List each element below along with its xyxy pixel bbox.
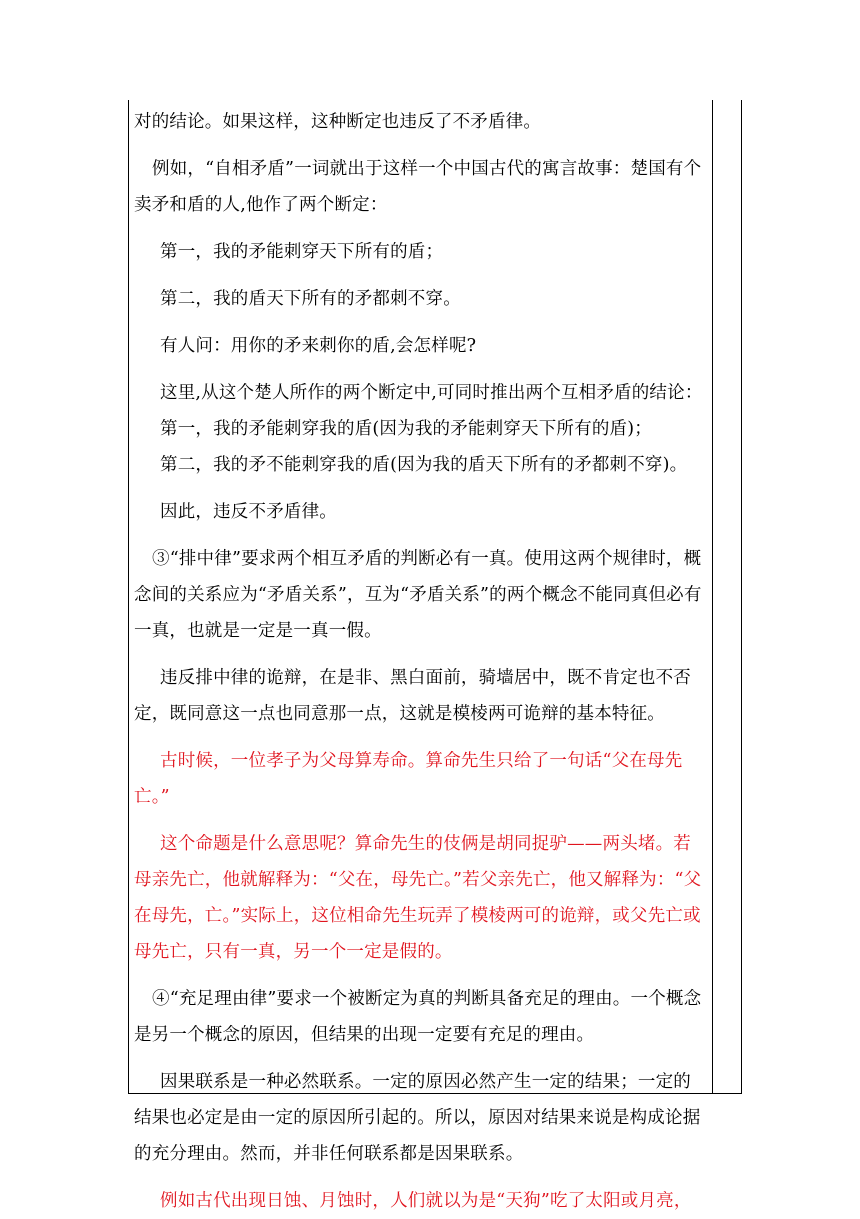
paragraph: 因果联系是一种必然联系。一定的原因必然产生一定的结果；一定的结果也必定是由一定的原因所引起的。所以，原因对结果来说是构成论据的充分理由。然而，并非任何联系都是因果联系。 xyxy=(134,1072,701,1164)
paragraph: 对的结论。如果这样，这种断定也违反了不矛盾律。 xyxy=(134,112,542,132)
paragraph: 因此，违反不矛盾律。 xyxy=(160,502,337,522)
document-text-cell xyxy=(134,104,708,1219)
paragraph: 第二，我的盾天下所有的矛都刺不穿。 xyxy=(160,289,461,309)
paragraph: 第一，我的矛能刺穿我的盾(因为我的矛能刺穿天下所有的盾)； xyxy=(160,419,652,439)
paragraph: ④“充足理由律”要求一个被断定为真的判断具备充足的理由。一个概念是另一个概念的原因，但结果的出现一定要有充足的理由。 xyxy=(134,989,702,1045)
paragraph: 例如，“自相矛盾”一词就出于这样一个中国古代的寓言故事：楚国有个卖矛和盾的人,他作了两个断定： xyxy=(134,159,702,215)
paragraph: 违反排中律的诡辩，在是非、黑白面前，骑墙居中，既不肯定也不否定，既同意这一点也同意那一点，这就是模棱两可诡辩的基本特征。 xyxy=(134,668,691,724)
paragraph: 第一，我的矛能刺穿天下所有的盾； xyxy=(160,242,444,262)
paragraph: 第二，我的矛不能刺穿我的盾(因为我的盾天下所有的矛都刺不穿)。 xyxy=(160,455,688,475)
paragraph: 有人问：用你的矛来刺你的盾,会怎样呢? xyxy=(160,336,477,356)
table-right-border xyxy=(741,100,742,1094)
paragraph: 这里,从这个楚人所作的两个断定中,可同时推出两个互相矛盾的结论： xyxy=(160,383,703,403)
paragraph-highlighted: 例如古代出现日蚀、月蚀时，人们就以为是“天狗”吃了太阳或月亮， xyxy=(160,1191,692,1211)
paragraph-highlighted: 古时候，一位孝子为父母算寿命。算命先生只给了一句话“父在母先亡。” xyxy=(134,751,683,807)
table-column-divider xyxy=(712,100,713,1094)
paragraph: ③“排中律”要求两个相互矛盾的判断必有一真。使用这两个规律时，概念间的关系应为“矛盾关系”，互为“矛盾关系”的两个概念不能同真但必有一真，也就是一定是一真一假。 xyxy=(134,549,702,641)
paragraph-highlighted: 这个命题是什么意思呢？算命先生的伎俩是胡同捉驴——两头堵。若母亲先亡，他就解释为：“父在，母先亡。”若父亲先亡，他又解释为：“父在母先，亡。”实际上，这位相命先生玩弄了模棱两可的诡辩，或父先亡或母先亡，只有一真，另一个一定是假的。 xyxy=(134,834,702,962)
table-left-border xyxy=(128,100,129,1094)
